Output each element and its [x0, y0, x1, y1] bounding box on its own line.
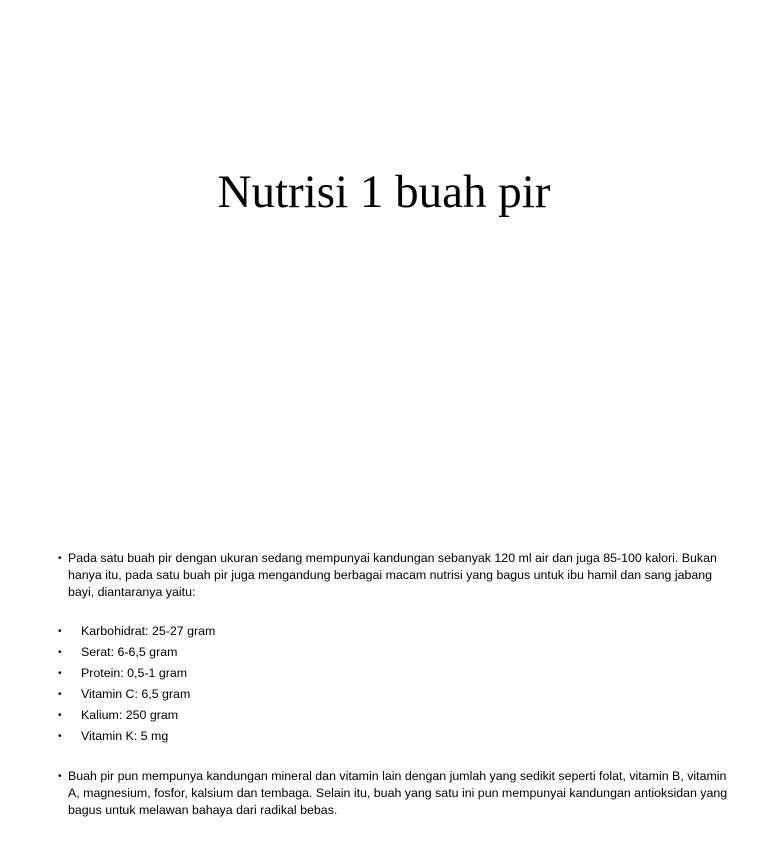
- bullet-icon: •: [58, 668, 62, 679]
- list-item: [58, 664, 215, 685]
- list-item: [58, 685, 215, 706]
- nutrient-protein: Protein: 0,5-1 gram: [81, 666, 188, 680]
- list-item: [58, 706, 215, 727]
- nutrient-vitamin-c: Vitamin C: 6,5 gram: [81, 687, 191, 701]
- bullet-icon: •: [58, 626, 62, 637]
- bullet-icon: •: [58, 553, 62, 564]
- nutrient-carbohydrate: Karbohidrat: 25-27 gram: [81, 624, 216, 638]
- list-item: [58, 727, 215, 748]
- intro-paragraph: [58, 550, 732, 601]
- list-item: [58, 643, 215, 664]
- closing-text: Buah pir pun mempunya kandungan mineral dan vitamin lain dengan jumlah yang sedikit seperti folat, vitamin B, vitamin A, magnesium, fosfor, kalsium dan tembaga. Selain itu, buah yang satu ini pun mempunyai kandungan antioksidan yang bagus untuk melawan bahaya dari radikal bebas.: [68, 769, 728, 817]
- nutrient-potassium: Kalium: 250 gram: [81, 708, 179, 722]
- nutrient-list: [58, 622, 215, 748]
- list-item: [58, 622, 215, 643]
- closing-paragraph: [58, 768, 732, 819]
- slide-title: Nutrisi 1 buah pir: [217, 166, 551, 218]
- bullet-icon: •: [58, 731, 62, 742]
- bullet-icon: •: [58, 710, 62, 721]
- bullet-icon: •: [58, 771, 62, 782]
- nutrient-vitamin-k: Vitamin K: 5 mg: [81, 729, 169, 743]
- nutrient-fiber: Serat: 6-6,5 gram: [81, 645, 178, 659]
- bullet-icon: •: [58, 647, 62, 658]
- intro-text: Pada satu buah pir dengan ukuran sedang mempunyai kandungan sebanyak 120 ml air dan juga 85-100 kalori. Bukan hanya itu, pada satu buah pir juga mengandung berbagai macam nutrisi yang bagus untuk ibu hamil dan sang jabang bayi, diantaranya yaitu:: [68, 551, 717, 599]
- bullet-icon: •: [58, 689, 62, 700]
